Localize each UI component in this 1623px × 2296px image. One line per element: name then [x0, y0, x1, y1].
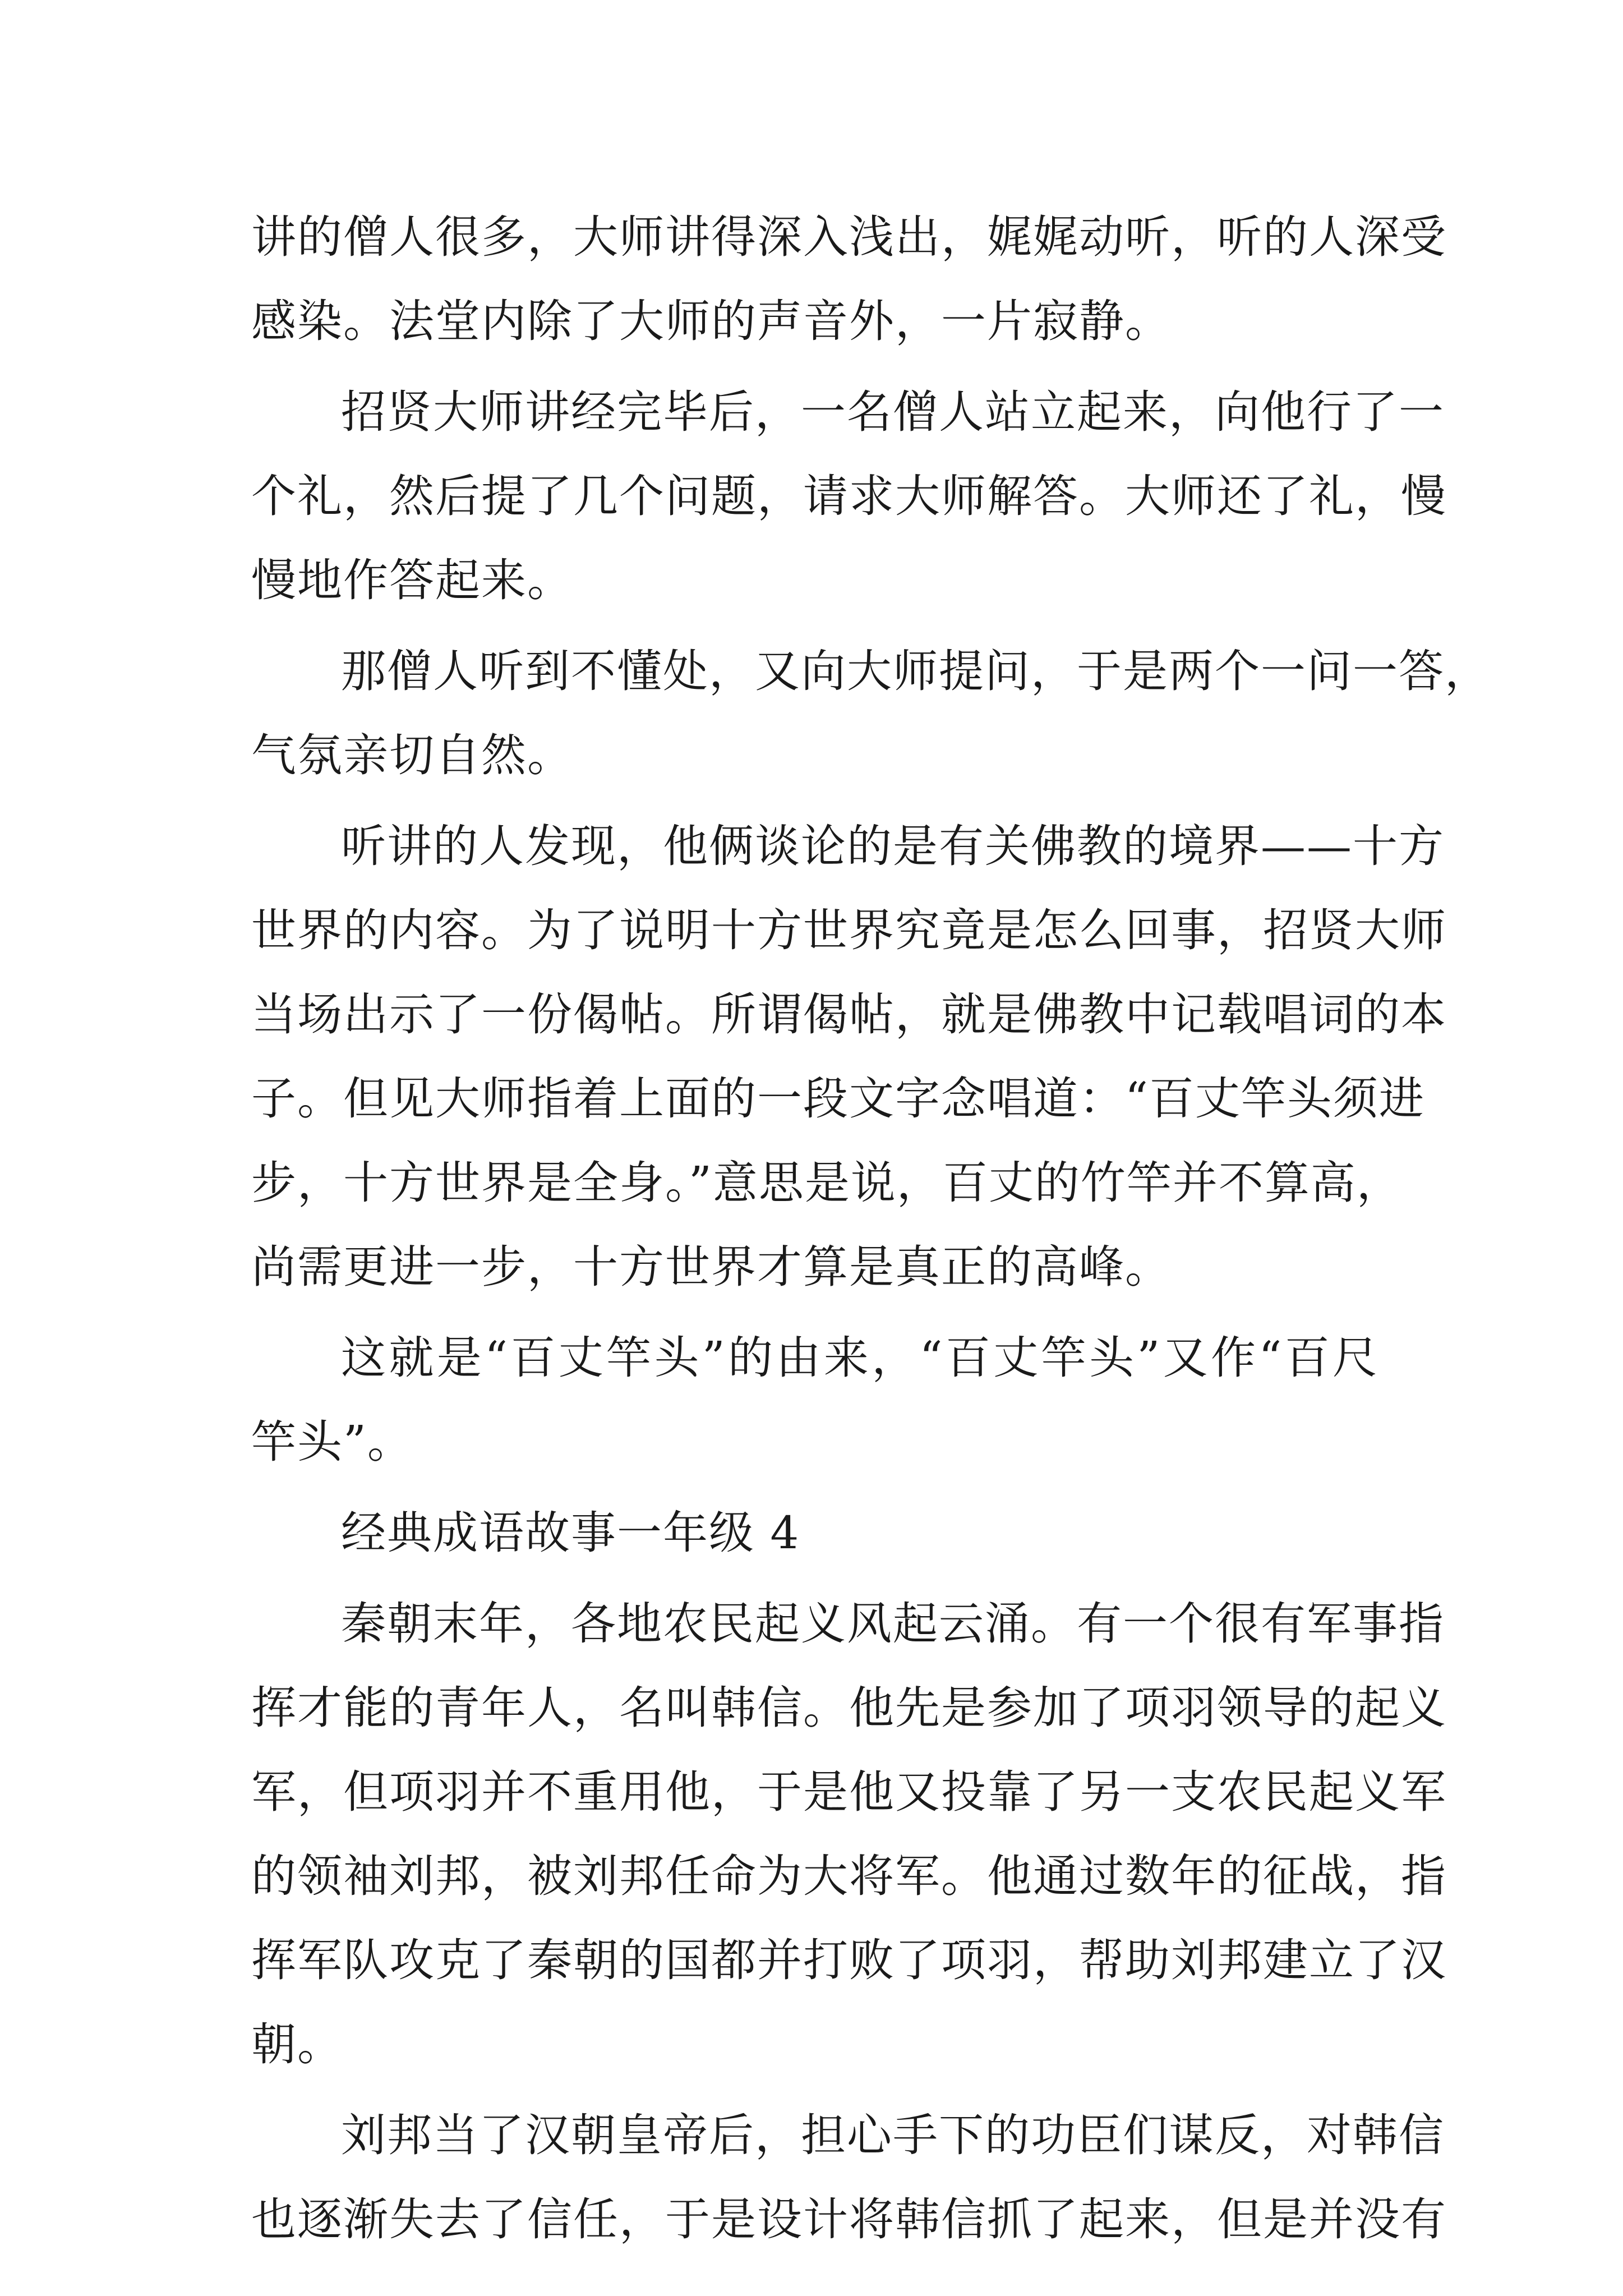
text-line: 也逐渐失去了信任，于是设计将韩信抓了起来，但是并没有 [251, 2193, 1447, 2246]
text-line: 世界的内容。为了说明十方世界究竟是怎么回事，招贤大师 [251, 904, 1447, 956]
section-heading: 经典成语故事一年级 4 [341, 1507, 800, 1559]
text-line: 的领袖刘邦，被刘邦任命为大将军。他通过数年的征战，指 [251, 1850, 1447, 1902]
text-line: 尚需更进一步，十方世界才算是真正的高峰。 [251, 1241, 1171, 1293]
text-line: 挥才能的青年人，名叫韩信。他先是参加了项羽领导的起义 [251, 1682, 1447, 1734]
text-line: 挥军队攻克了秦朝的国都并打败了项羽，帮助刘邦建立了汉 [251, 1934, 1447, 1986]
text-line: 听讲的人发现，他俩谈论的是有关佛教的境界——十方 [341, 820, 1445, 872]
text-line: 秦朝末年，各地农民起义风起云涌。有一个很有军事指 [341, 1598, 1445, 1650]
text-line: 那僧人听到不懂处，又向大师提问，于是两个一问一答， [341, 645, 1491, 697]
text-line: 刘邦当了汉朝皇帝后，担心手下的功臣们谋反，对韩信 [341, 2109, 1445, 2161]
text-line: 军，但项羽并不重用他，于是他又投靠了另一支农民起义军 [251, 1766, 1447, 1818]
text-line: 竿头”。 [251, 1416, 413, 1468]
text-line: 慢地作答起来。 [251, 554, 573, 606]
text-line: 招贤大师讲经完毕后，一名僧人站立起来，向他行了一 [341, 386, 1445, 438]
text-line: 步，十方世界是全身。”意思是说，百丈的竹竿并不算高， [251, 1157, 1403, 1209]
text-line: 当场出示了一份偈帖。所谓偈帖，就是佛教中记载唱词的本 [251, 988, 1447, 1041]
text-line: 气氛亲切自然。 [251, 729, 573, 781]
text-line: 这就是“百丈竿头”的由来，“百丈竿头”又作“百尺 [341, 1332, 1378, 1384]
text-line: 感染。法堂内除了大师的声音外，一片寂静。 [251, 295, 1171, 347]
text-line: 个礼，然后提了几个问题，请求大师解答。大师还了礼，慢 [251, 470, 1447, 522]
body-text [251, 195, 1491, 2262]
text-line: 子。但见大师指着上面的一段文字念唱道：“百丈竿头须进 [251, 1073, 1425, 1125]
text-line: 朝。 [251, 2018, 343, 2070]
text-line: 讲的僧人很多，大师讲得深入浅出，娓娓动听，听的人深受 [251, 211, 1447, 263]
